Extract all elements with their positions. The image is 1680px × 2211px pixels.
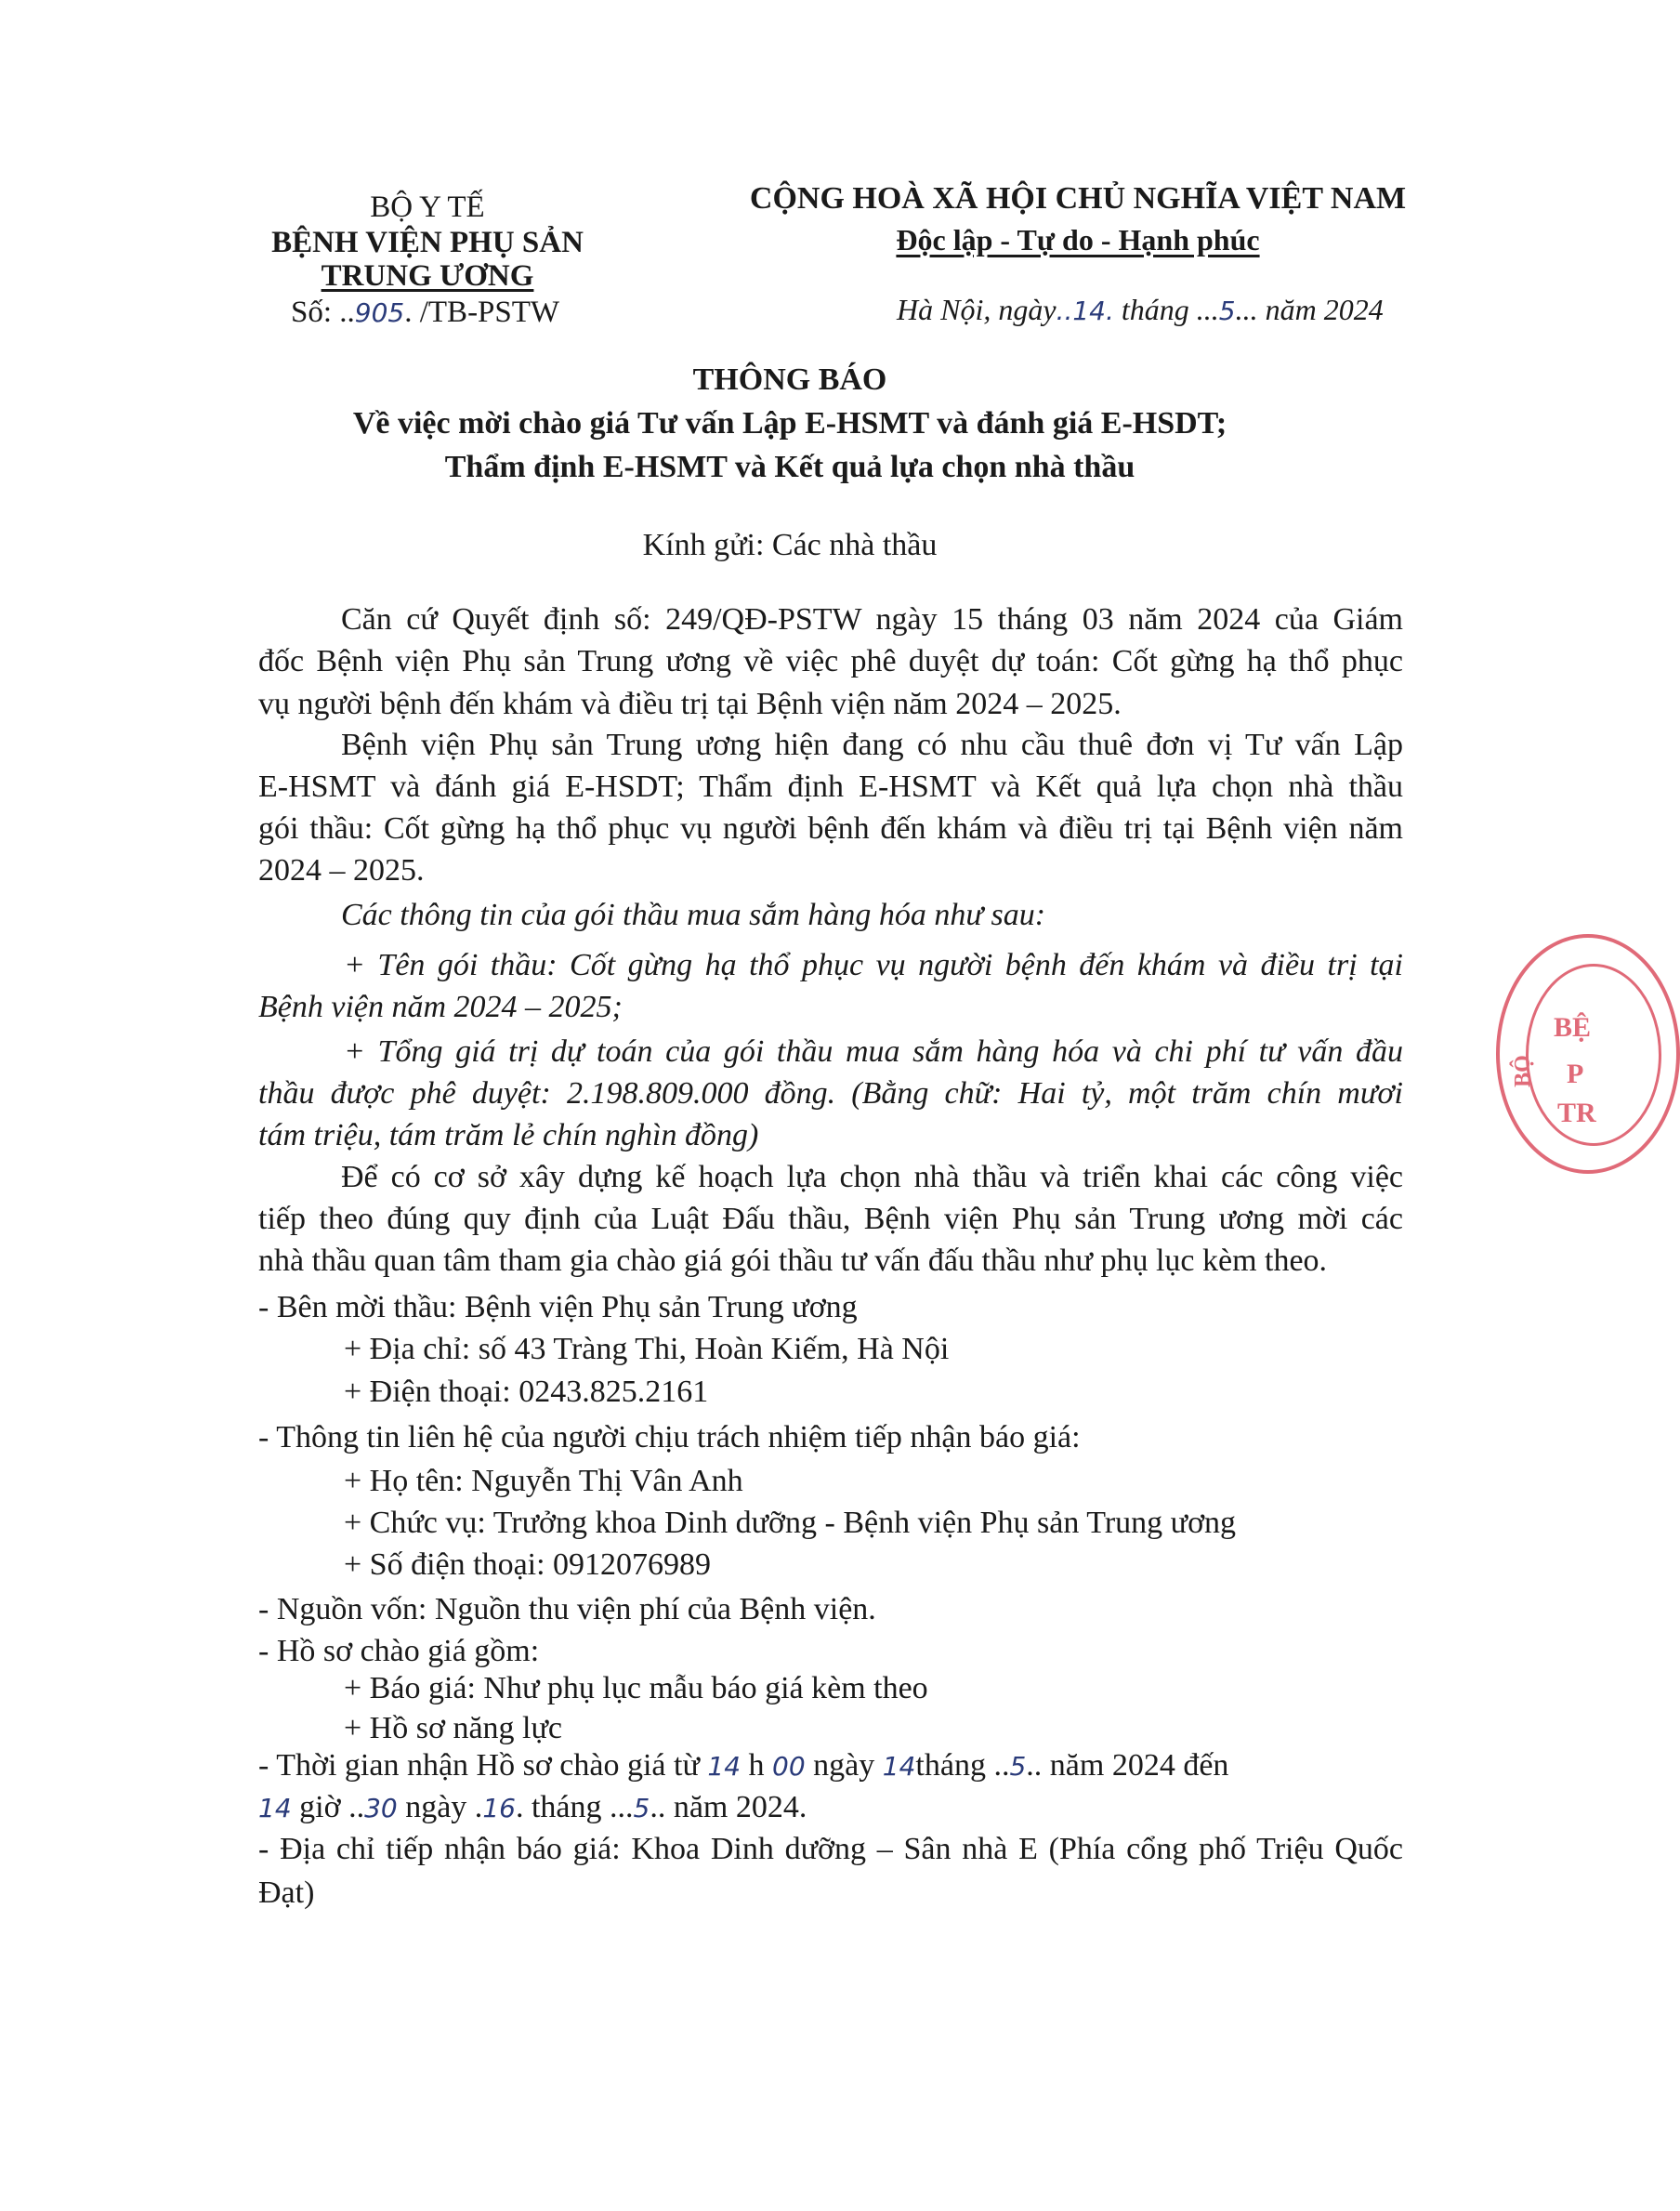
month-label: tháng ... xyxy=(1121,293,1219,326)
paragraph-line: Căn cứ Quyết định số: 249/QĐ-PSTW ngày 15 tháng 03 năm 2024 của Giám xyxy=(341,602,1403,637)
time-handwritten: 16 xyxy=(482,1793,516,1823)
time-text: .. năm 2024 đến xyxy=(1026,1748,1229,1783)
number-suffix: . /TB-PSTW xyxy=(404,296,560,329)
day-handwritten: ..14. xyxy=(1056,296,1114,326)
detail-funding: - Nguồn vốn: Nguồn thu viện phí của Bệnh viện. xyxy=(258,1592,876,1626)
detail-time-line2 xyxy=(258,1787,807,1829)
time-text: .. năm 2024. xyxy=(650,1790,807,1824)
document-subtitle-1: Về việc mời chào giá Tư vấn Lập E-HSMT và đánh giá E-HSDT; xyxy=(352,406,1227,441)
paragraph-line: E-HSMT và đánh giá E-HSDT; Thẩm định E-HSMT và Kết quả lựa chọn nhà thầu xyxy=(258,770,1403,804)
paragraph-line: + Tên gói thầu: Cốt gừng hạ thổ phục vụ người bệnh đến khám và điều trị tại xyxy=(344,948,1403,982)
time-text: tháng .. xyxy=(915,1748,1010,1783)
detail-contact-position: + Chức vụ: Trưởng khoa Dinh dưỡng - Bệnh viện Phụ sản Trung ương xyxy=(344,1506,1237,1540)
stamp-text: BỘ xyxy=(1510,1055,1535,1087)
time-handwritten: 30 xyxy=(364,1793,398,1823)
detail-inviter: - Bên mời thầu: Bệnh viện Phụ sản Trung ương xyxy=(258,1290,858,1324)
country-name: CỘNG HOÀ XÃ HỘI CHỦ NGHĨA VIỆT NAM xyxy=(749,181,1407,216)
paragraph-line: vụ người bệnh đến khám và điều trị tại Bệnh viện năm 2024 – 2025. xyxy=(258,687,1122,721)
paragraph-line: tám triệu, tám trăm lẻ chín nghìn đồng) xyxy=(258,1118,759,1152)
time-text: ngày . xyxy=(397,1790,483,1824)
detail-address: + Địa chỉ: số 43 Tràng Thi, Hoàn Kiếm, Hà Nội xyxy=(344,1332,950,1366)
ministry-name: BỘ Y TẾ xyxy=(370,191,485,224)
time-handwritten: 00 xyxy=(772,1751,806,1782)
hospital-name-line1: BỆNH VIỆN PHỤ SẢN xyxy=(271,226,584,259)
detail-dossier-item: + Hồ sơ năng lực xyxy=(344,1711,562,1745)
time-text: . tháng ... xyxy=(515,1790,634,1824)
number-handwritten: 905 xyxy=(354,297,405,328)
detail-dossier-item: + Báo giá: Như phụ lục mẫu báo giá kèm theo xyxy=(344,1671,928,1705)
national-motto xyxy=(669,223,1487,257)
time-handwritten: 5 xyxy=(1009,1751,1027,1782)
hospital-name xyxy=(232,226,623,293)
paragraph-line: gói thầu: Cốt gừng hạ thổ phục vụ người bệnh đến khám và điều trị tại Bệnh viện năm xyxy=(258,811,1403,846)
hospital-name-line2: TRUNG ƯƠNG xyxy=(321,259,534,293)
stamp-text: BỆ xyxy=(1554,1012,1592,1043)
document-number xyxy=(291,296,559,330)
detail-contact-phone: + Số điện thoại: 0912076989 xyxy=(344,1547,712,1582)
place-date xyxy=(897,293,1384,327)
detail-time-line1 xyxy=(258,1745,1228,1787)
motto-text: Độc lập - Tự do - Hạnh phúc xyxy=(896,223,1260,257)
paragraph-line: 2024 – 2025. xyxy=(258,853,425,888)
paragraph-line: nhà thầu quan tâm tham gia chào giá gói thầu tư vấn đấu thầu như phụ lục kèm theo. xyxy=(258,1244,1328,1278)
time-text: - Thời gian nhận Hồ sơ chào giá từ xyxy=(258,1748,708,1783)
paragraph-line: Các thông tin của gói thầu mua sắm hàng hóa như sau: xyxy=(341,898,1046,932)
paragraph-line: + Tổng giá trị dự toán của gói thầu mua sắm hàng hóa và chi phí tư vấn đầu xyxy=(344,1034,1403,1069)
time-handwritten: 14 xyxy=(258,1793,292,1823)
number-prefix: Số: .. xyxy=(291,296,355,329)
year-label: ... năm 2024 xyxy=(1235,293,1384,326)
document-subtitle-2: Thẩm định E-HSMT và Kết quả lựa chọn nhà thầu xyxy=(444,450,1135,484)
detail-phone: + Điện thoại: 0243.825.2161 xyxy=(344,1375,709,1409)
time-text: giờ .. xyxy=(291,1790,365,1824)
time-handwritten: 14 xyxy=(707,1751,742,1782)
detail-dossier-header: - Hồ sơ chào giá gồm: xyxy=(258,1634,540,1668)
official-stamp xyxy=(1496,934,1680,1174)
stamp-text: TR xyxy=(1557,1098,1596,1128)
paragraph-line: tiếp theo đúng quy định của Luật Đấu thầu, Bệnh viện Phụ sản Trung ương mời các xyxy=(258,1202,1403,1236)
time-text: h xyxy=(741,1748,773,1783)
paragraph-line: đốc Bệnh viện Phụ sản Trung ương về việc phê duyệt dự toán: Cốt gừng hạ thổ phục xyxy=(258,644,1403,678)
paragraph-line: Bệnh viện Phụ sản Trung ương hiện đang có nhu cầu thuê đơn vị Tư vấn Lập xyxy=(341,728,1403,762)
detail-receive-address: - Địa chỉ tiếp nhận báo giá: Khoa Dinh dưỡng – Sân nhà E (Phía cổng phố Triệu Quốc xyxy=(258,1832,1403,1866)
place-prefix: Hà Nội, ngày xyxy=(897,293,1057,326)
paragraph-line: Để có cơ sở xây dựng kế hoạch lựa chọn nhà thầu và triển khai các công việc xyxy=(341,1160,1403,1194)
detail-receive-address-cont: Đạt) xyxy=(258,1875,315,1910)
time-handwritten: 5 xyxy=(633,1793,650,1823)
greeting: Kính gửi: Các nhà thầu xyxy=(642,528,938,562)
time-handwritten: 14 xyxy=(882,1751,916,1782)
paragraph-line: Bệnh viện năm 2024 – 2025; xyxy=(258,990,623,1024)
stamp-text: P xyxy=(1567,1059,1584,1089)
month-handwritten: 5 xyxy=(1218,296,1236,326)
paragraph-line: thầu được phê duyệt: 2.198.809.000 đồng. (Bằng chữ: Hai tỷ, một trăm chín mươi xyxy=(258,1076,1403,1111)
detail-contact-header: - Thông tin liên hệ của người chịu trách nhiệm tiếp nhận báo giá: xyxy=(258,1420,1081,1454)
time-text: ngày xyxy=(805,1748,883,1783)
document-title: THÔNG BÁO xyxy=(692,362,887,397)
detail-contact-name: + Họ tên: Nguyễn Thị Vân Anh xyxy=(344,1464,743,1498)
